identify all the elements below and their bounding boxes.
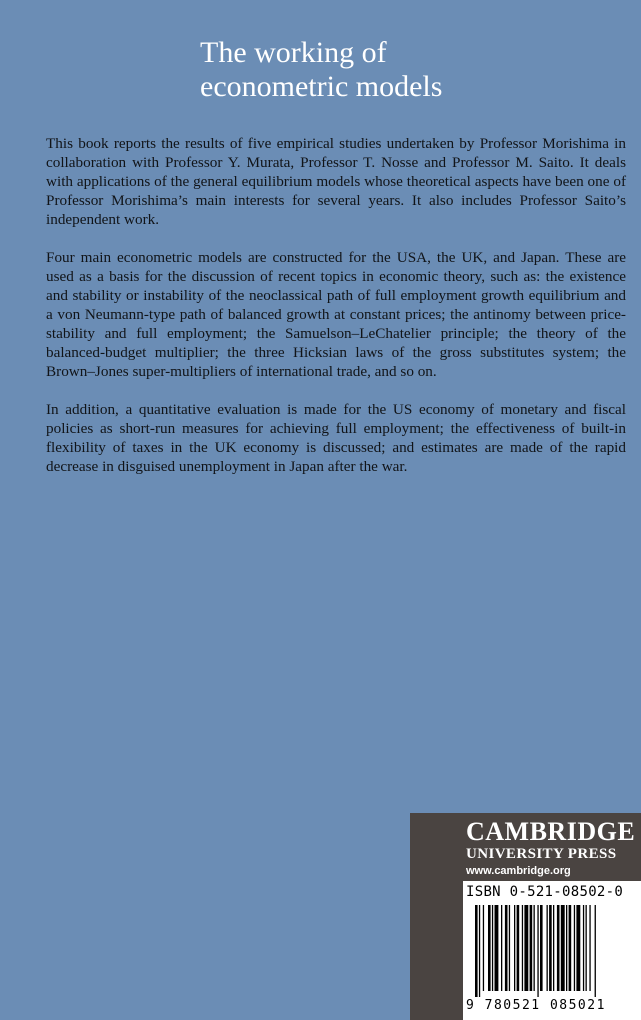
barcode-bar [576, 905, 580, 991]
isbn-text: ISBN 0-521-08502-0 [466, 884, 624, 900]
barcode-bar [492, 905, 493, 991]
book-title [200, 36, 442, 104]
barcode-bar [475, 905, 478, 997]
barcode-bar [522, 905, 523, 991]
barcode-bar [530, 905, 533, 991]
barcode-bar [583, 905, 584, 991]
barcode-bar [524, 905, 528, 991]
barcode-bar [495, 905, 499, 991]
barcode-bar [540, 905, 543, 991]
barcode-bar [574, 905, 575, 991]
barcode-bar [549, 905, 552, 991]
barcode-bar [547, 905, 548, 991]
barcode-bar [553, 905, 554, 991]
publisher-name: CAMBRIDGE [466, 817, 636, 846]
book-title-line-1: The working of [200, 36, 387, 69]
barcode-bar [537, 905, 538, 997]
blurb [46, 134, 626, 495]
blurb-paragraph-3: In addition, a quantitative evaluation is made for the US economy of monetary and fiscal policies as short-run measures for achieving full employment; the effectiveness of built-in flexibility of taxes in the UK economy is discussed; and estimates are made of the rapid decrease in disguised unemployment in Japan after the war. [46, 401, 626, 475]
barcode-bar [514, 905, 515, 991]
barcode-bar [488, 905, 491, 991]
barcode-bar [534, 905, 535, 991]
barcode-bar [569, 905, 572, 991]
blurb-paragraph-2: Four main econometric models are constructed for the USA, the UK, and Japan. These are used as a basis for the discussion of recent topics in economic theory, such as: the existence and stability or instability of the neoclassical path of full employment growth equilibrium and a von Neumann-type path of balanced growth at constant prices; the antinomy between price-stability and full employment; the Samuelson–LeChatelier principle; the theory of the balanced-budget multiplier; the three Hicksian laws of the gross substitutes system; the Brown–Jones super-multipliers of international trade, and so on. [46, 249, 626, 380]
barcode-bar [561, 905, 565, 991]
barcode-icon [475, 905, 635, 997]
publisher-subname: UNIVERSITY PRESS [466, 846, 617, 862]
barcode-bar [483, 905, 484, 991]
barcode-bar [589, 905, 590, 991]
barcode-box [463, 881, 641, 1020]
barcode-bar [557, 905, 560, 991]
barcode-bar [595, 905, 596, 997]
barcode-bar [517, 905, 520, 991]
barcode-bar [509, 905, 510, 991]
barcode-bar [586, 905, 587, 991]
book-title-line-2: econometric models [200, 70, 443, 103]
blurb-paragraph-1: This book reports the results of five empirical studies undertaken by Professor Morishima in collaboration with Professor Y. Murata, Professor T. Nosse and Professor M. Saito. It deals with applications of the general equilibrium models whose theoretical aspects have been one of Professor Morishima’s main interests for several years. It also includes Professor Saito’s independent work. [46, 135, 626, 228]
barcode-bar [501, 905, 502, 991]
ean-text: 9 780521 085021 [466, 998, 606, 1013]
barcode-bar [505, 905, 508, 991]
barcode-bar [566, 905, 567, 991]
publisher-url: www.cambridge.org [466, 865, 571, 877]
publisher-panel [410, 813, 641, 1020]
barcode-bar [479, 905, 480, 997]
